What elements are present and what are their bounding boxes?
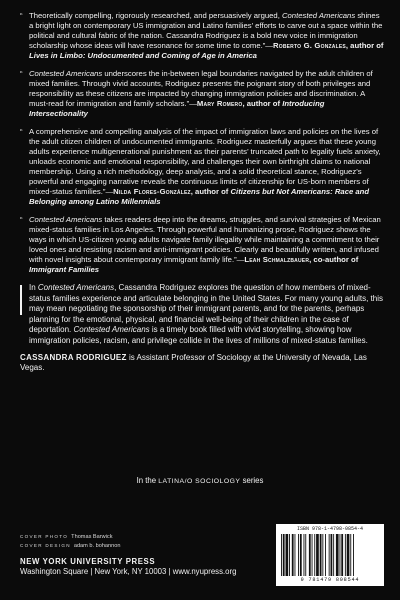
blurb-text: A comprehensive and compelling analysis of the impact of immigration laws and policies on the lives of the adult citizen children of undocumented immigrants. Rodriguez masterfully argues that these young adults experience multigenerational punishment as their parents’ truncated path to legality fuels anxiety, unloads economic and emotional responsibility, and challenges their own birthright claims to national membership. Using a rich methodology, deep analysis, and a solid theoretical stance, Rodriguez’s powerful and engaging narrative reveals the continuous limits of citizenship for US-born members of mixed-status families.”— — [29, 127, 381, 196]
endorser-book: Immigrant Families — [29, 265, 100, 274]
quote-mark: “ — [20, 127, 23, 136]
credit-label: COVER DESIGN — [20, 542, 71, 548]
barcode-stripe — [298, 534, 299, 576]
endorser-book: Introducing Intersectionality — [29, 99, 325, 118]
description-book-title-2: Contested Americans — [73, 325, 150, 335]
attribution-text: , co-author of — [309, 255, 359, 264]
barcode-stripe — [353, 534, 354, 576]
blurb-book-title: Contested Americans — [29, 69, 103, 78]
description-rule — [20, 285, 22, 315]
attribution-text: , author of — [242, 99, 283, 108]
barcode-stripe — [295, 534, 296, 576]
endorser-name: Leah Schmalzbauer — [244, 255, 310, 264]
blurb-text-cont: shines a bright light on contemporary US immigration and Latino families’ efforts to carve out a space within the political and cultural fabric of the nation. Cassandra Rodriguez is a bold new voice in immigration scholarship whose ideas will have resonance for some time to come.”— — [29, 11, 383, 50]
barcode-stripe — [340, 534, 341, 576]
credit-design — [20, 542, 120, 551]
barcode-stripe — [304, 534, 305, 576]
barcode-stripe — [286, 534, 289, 576]
barcode-stripe — [289, 534, 290, 576]
blurb-text: Theoretically compelling, rigorously researched, and persuasively argued, — [29, 11, 282, 20]
barcode — [276, 524, 384, 586]
series-line — [0, 476, 400, 485]
book-description — [20, 283, 384, 347]
attribution-text: , author of — [345, 41, 384, 50]
author-bio-text: is Assistant Professor of Sociology at the University of Nevada, Las Vegas. — [20, 352, 367, 373]
quote-mark: “ — [20, 215, 23, 224]
credit-photo — [20, 533, 120, 542]
barcode-stripe — [322, 534, 323, 576]
author-bio — [20, 353, 384, 374]
series-name: LATINA/O SOCIOLOGY — [158, 478, 241, 485]
barcode-stripe — [283, 534, 285, 576]
isbn-label: ISBN 978-1-4798-0854-4 — [296, 526, 363, 532]
quote-mark: “ — [20, 11, 23, 20]
description-text: In — [29, 283, 38, 292]
barcode-stripe — [347, 534, 350, 576]
quote-mark: “ — [20, 69, 23, 78]
barcode-bars — [280, 534, 380, 576]
barcode-stripe — [316, 534, 319, 576]
barcode-stripe — [305, 534, 306, 576]
barcode-stripe — [333, 534, 334, 576]
barcode-stripe — [329, 534, 330, 576]
author-name: CASSANDRA RODRIGUEZ — [20, 352, 127, 362]
barcode-stripe — [331, 534, 333, 576]
credit-label: COVER PHOTO — [20, 534, 69, 539]
description-text-cont: , Cassandra Rodriguez explores the question of how members of mixed-status families experience and articulate belonging in the United States. For many young adults, this may mean negotiating the sponsorship of their immigrant parents, and for the parents, perhaps planning for the emotional, physical, and financial well-being of their children in the case of deportation. — [29, 283, 383, 335]
cover-credits — [20, 533, 120, 550]
barcode-stripe — [281, 534, 282, 576]
blurb-gonzales — [20, 11, 384, 61]
text-column — [20, 11, 384, 374]
series-pre: In the — [136, 476, 159, 485]
blurb-book-title: Contested Americans — [29, 215, 103, 224]
description-book-title: Contested Americans — [37, 283, 115, 292]
barcode-stripe — [292, 534, 294, 576]
barcode-stripe — [345, 534, 346, 576]
blurb-flores-gonzalez — [20, 127, 384, 207]
publisher-block — [20, 557, 236, 577]
barcode-stripe — [336, 534, 339, 576]
blurb-text: underscores the in-between legal boundaries navigated by the adult children of mixed families. Through vivid accounts, Rodriguez presents the poignant story of both privileges and responsibility as these citizens are impacted by changing immigration policies and discrimination. A must-read for immigration and family scholars.”— — [29, 69, 373, 108]
endorser-name: Roberto G. Gonzales — [272, 41, 346, 50]
attribution-text: , author of — [190, 187, 231, 196]
publisher-name: NEW YORK UNIVERSITY PRESS — [20, 557, 156, 566]
barcode-stripe — [312, 534, 313, 576]
barcode-stripe — [314, 534, 315, 576]
series-post: series — [240, 476, 264, 485]
credit-value: adam b. bohannon — [73, 542, 121, 549]
publisher-address: Washington Square | New York, NY 10003 | www.nyupress.org — [20, 567, 237, 576]
blurb-schmalzbauer — [20, 215, 384, 275]
endorser-name: Mary Romero — [196, 99, 243, 108]
barcode-stripe — [325, 534, 326, 576]
barcode-stripe — [300, 534, 302, 576]
description-text-end: is a timely book filled with vivid storytelling, showing how immigration policies, racism, and privilege collide in the lives of millions of mixed-status families. — [29, 325, 368, 345]
barcode-stripe — [320, 534, 322, 576]
endorser-book: Lives in Limbo: Undocumented and Coming of Age in America — [29, 51, 257, 60]
blurb-text: takes readers deep into the dreams, struggles, and survival strategies of Mexican mixed-status families in Los Angeles. Through powerful and humanizing prose, Rodriguez shows the ways in which US-citizen young adults navigate family illegality while maintaining a commitment to their loved ones and resisting racism and anti-immigrant policies. Clearly and beautifully written, and infused with novel insights about contemporary immigrant family life.”— — [29, 215, 381, 264]
credit-value: Thomas Barwick — [71, 534, 113, 540]
barcode-stripe — [350, 534, 351, 576]
blurb-romero — [20, 69, 384, 119]
barcode-stripe — [309, 534, 311, 576]
blurb-book-title: Contested Americans — [281, 11, 356, 20]
barcode-number: 9 781479 808544 — [300, 577, 360, 583]
endorser-name: Nilda Flores-González — [113, 187, 191, 196]
barcode-stripe — [341, 534, 343, 576]
endorser-book: Citizens but Not Americans: Race and Belonging among Latino Millennials — [29, 187, 370, 206]
